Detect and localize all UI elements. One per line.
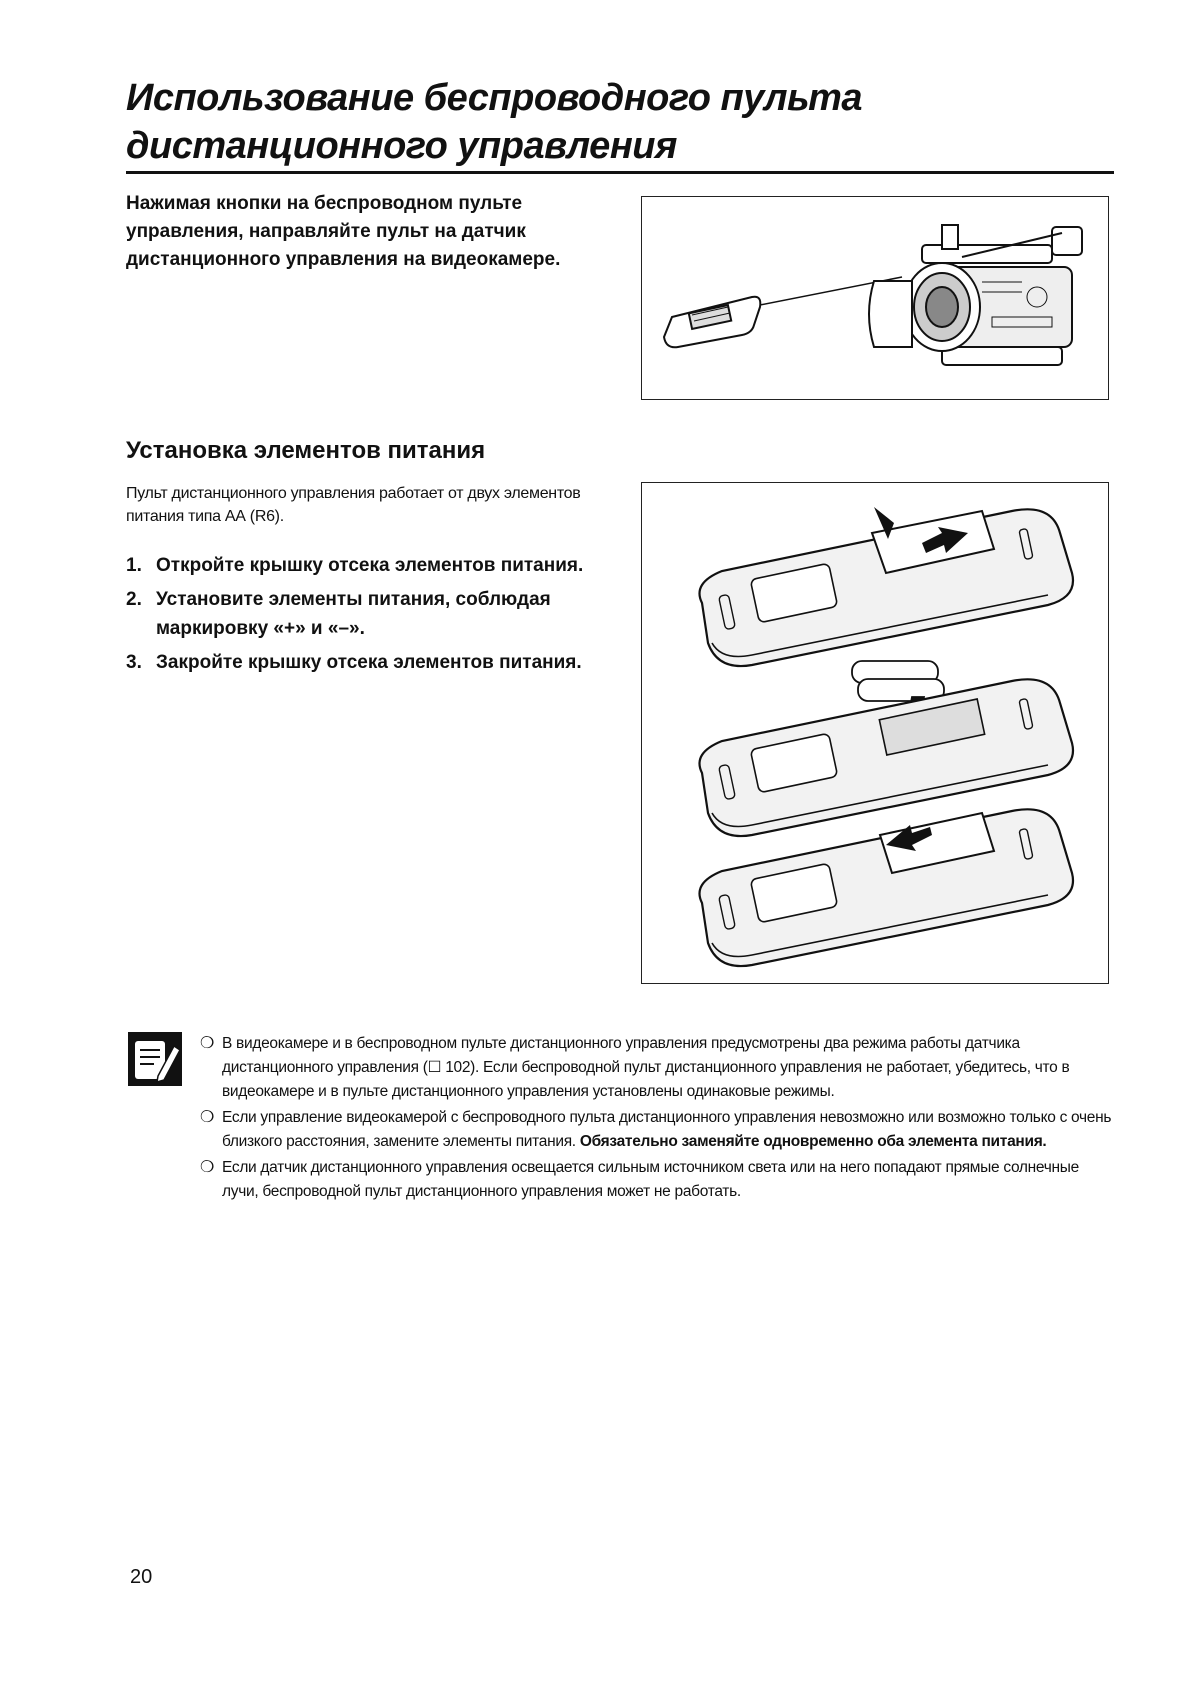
note-pencil-icon: [128, 1032, 182, 1086]
note-bold-text: Обязательно заменяйте одновременно оба элемента питания.: [579, 1133, 1047, 1150]
page-title: [126, 74, 1126, 170]
note-item: [200, 1156, 1115, 1204]
camcorder-illustration: [642, 197, 1108, 399]
step-text: Откройте крышку отсека элементов питания.: [156, 555, 584, 576]
notes-list: [200, 1032, 1115, 1206]
step-item: [126, 648, 626, 677]
note-item: [200, 1032, 1115, 1104]
remote-control-icon: [664, 297, 760, 348]
bullet-circle-icon: ❍: [200, 1109, 215, 1126]
step-item: [126, 585, 626, 643]
remote-control-illustration: [642, 483, 1108, 983]
note-item: [200, 1106, 1115, 1154]
step-number: 3.: [126, 652, 142, 673]
camcorder-icon: [869, 225, 1082, 365]
bullet-circle-icon: ❍: [200, 1159, 215, 1176]
note-text: Если управление видеокамерой с беспроводного пульта дистанционного управления невозможно или возможно только с очень близкого расстояния, замените элементы питания.: [222, 1109, 1112, 1150]
section-heading: Установка элементов питания: [126, 437, 486, 464]
title-line-1: Использование беспроводного пульта: [126, 77, 863, 119]
step1-open-lid-drawing: [700, 507, 1074, 666]
note-text: В видеокамере и в беспроводном пульте дистанционного управления предусмотрены два режима работы датчика дистанционного управления (☐ 102). Если беспроводной пульт дистанционного управления не работает, убедитесь, что в видеокамере и в пульте дистанционного управления установлены одинаковые режимы.: [222, 1035, 1070, 1100]
step-text: Установите элементы питания, соблюдая маркировку «+» и «–».: [156, 589, 551, 639]
title-underline: [126, 171, 1114, 174]
steps-list: [126, 551, 626, 682]
step-number: 2.: [126, 589, 142, 610]
section-description: Пульт дистанционного управления работает от двух элементов питания типа АА (R6).: [126, 485, 581, 525]
step-item: [126, 551, 626, 580]
page-number: 20: [130, 1566, 153, 1588]
title-line-2: дистанционного управления: [126, 125, 677, 167]
bullet-circle-icon: ❍: [200, 1035, 215, 1052]
intro-text: Нажимая кнопки на беспроводном пульте управления, направляйте пульт на датчик дистанционного управления на видеокамере.: [126, 193, 561, 270]
remote-to-camera-figure: [641, 196, 1109, 400]
step-text: Закройте крышку отсека элементов питания.: [156, 652, 582, 673]
note-text: Если датчик дистанционного управления освещается сильным источником света или на него попадают прямые солнечные лучи, беспроводной пульт дистанционного управления может не работать.: [222, 1159, 1079, 1200]
step-number: 1.: [126, 555, 142, 576]
battery-installation-figure: [641, 482, 1109, 984]
